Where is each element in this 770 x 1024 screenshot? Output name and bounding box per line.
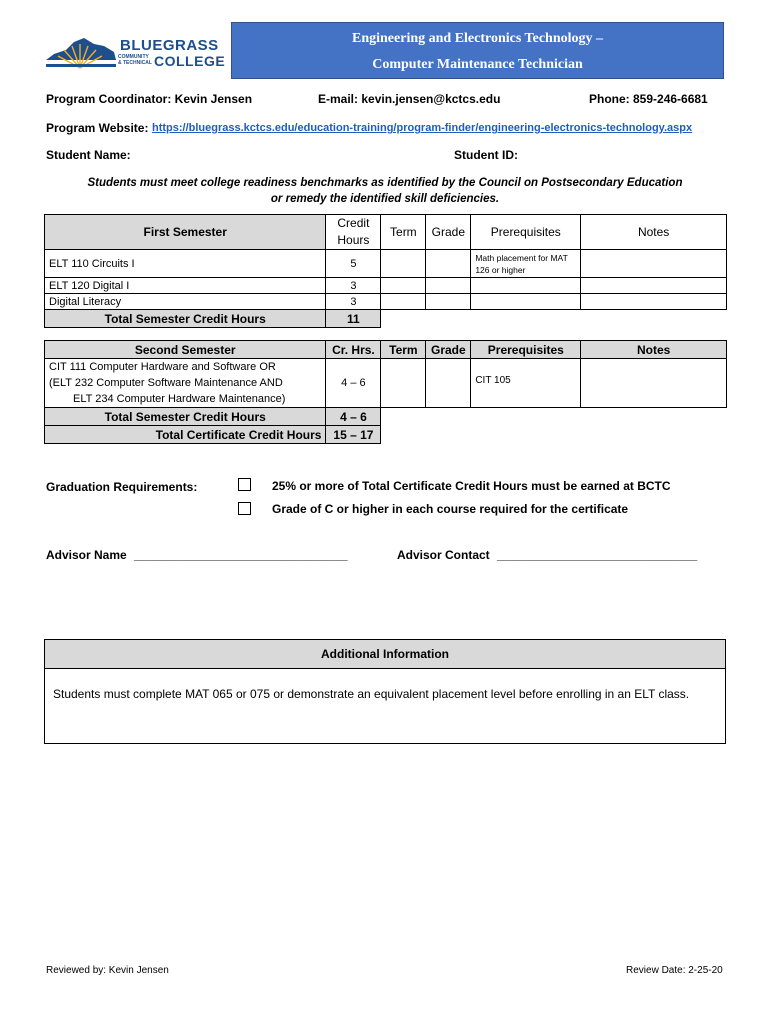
term-cell[interactable] (381, 278, 426, 294)
course-line2: (ELT 232 Computer Software Maintenance AND (49, 377, 283, 389)
grade-cell[interactable] (426, 250, 471, 278)
readiness-note (44, 175, 726, 207)
kentucky-sunburst-icon (44, 34, 120, 70)
table-row (45, 278, 727, 294)
advisor-contact-label: Advisor Contact (397, 548, 490, 562)
requirement-checkbox-1[interactable] (238, 478, 251, 491)
certificate-total-value: 15 – 17 (326, 426, 381, 444)
grade-header: Grade (426, 215, 471, 250)
grade-cell[interactable] (426, 278, 471, 294)
grade-cell[interactable] (426, 359, 471, 408)
program-title-line2: Computer Maintenance Technician (372, 57, 583, 72)
program-title-banner (231, 22, 724, 79)
coordinator-phone: Phone: 859-246-6681 (589, 92, 708, 106)
term-cell[interactable] (381, 250, 426, 278)
coordinator-email: E-mail: kevin.jensen@kctcs.edu (318, 92, 501, 106)
program-title-line1: Engineering and Electronics Technology – (352, 31, 603, 46)
course-name: ELT 110 Circuits I (45, 250, 326, 278)
grade-cell[interactable] (426, 294, 471, 310)
credit-hours-header-line1: Credit (337, 216, 370, 230)
notes-cell[interactable] (581, 250, 727, 278)
advisor-name-line[interactable]: ________________________________ (134, 548, 348, 562)
course-prerequisite: CIT 105 (471, 359, 581, 408)
semester-total-row (45, 310, 727, 328)
credit-hours-header: Cr. Hrs. (326, 341, 381, 359)
notes-header: Notes (581, 341, 727, 359)
prerequisites-header: Prerequisites (471, 215, 581, 250)
student-name-label: Student Name: (46, 148, 131, 162)
table-row (45, 250, 727, 278)
notes-cell[interactable] (581, 359, 727, 408)
second-semester-header: Second Semester (45, 341, 326, 359)
student-id-label: Student ID: (454, 148, 518, 162)
credit-hours-header-line2: Hours (337, 233, 370, 247)
term-cell[interactable] (381, 359, 426, 408)
reviewed-by: Reviewed by: Kevin Jensen (46, 965, 169, 976)
credit-hours-header (326, 215, 381, 250)
course-line3: ELT 234 Computer Hardware Maintenance) (73, 393, 286, 405)
term-header: Term (381, 341, 426, 359)
additional-information-box (44, 639, 726, 744)
graduation-requirements-label: Graduation Requirements: (46, 480, 198, 494)
grade-header: Grade (426, 341, 471, 359)
course-credits: 5 (326, 250, 381, 278)
semester-total-label: Total Semester Credit Hours (45, 310, 326, 328)
course-name (45, 359, 326, 408)
readiness-note-line1: Students must meet college readiness benchmarks as identified by the Council on Postsecondary Education (87, 177, 683, 189)
course-line1: CIT 111 Computer Hardware and Software OR (49, 361, 276, 373)
certificate-total-label: Total Certificate Credit Hours (45, 426, 326, 444)
first-semester-table (44, 214, 727, 328)
program-website-label: Program Website: (46, 121, 149, 135)
first-semester-header: First Semester (45, 215, 326, 250)
review-date: Review Date: 2-25-20 (626, 965, 723, 976)
semester-total-value: 11 (326, 310, 381, 328)
term-header: Term (381, 215, 426, 250)
semester-total-row (45, 408, 727, 426)
logo-text-bluegrass: BLUEGRASS (120, 37, 219, 54)
course-prerequisite (471, 278, 581, 294)
course-credits: 4 – 6 (326, 359, 381, 408)
requirement-text-2: Grade of C or higher in each course required for the certificate (272, 502, 629, 516)
course-credits: 3 (326, 294, 381, 310)
course-name: ELT 120 Digital I (45, 278, 326, 294)
certificate-total-row (45, 426, 727, 444)
program-website-link[interactable]: https://bluegrass.kctcs.edu/education-training/program-finder/engineering-electronics-technology.aspx (152, 122, 693, 134)
requirement-text-1: 25% or more of Total Certificate Credit Hours must be earned at BCTC (272, 479, 671, 493)
logo-text-community: COMMUNITY & TECHNICAL (118, 54, 152, 66)
program-coordinator: Program Coordinator: Kevin Jensen (46, 92, 253, 106)
requirement-checkbox-2[interactable] (238, 502, 251, 515)
additional-information-text: Students must complete MAT 065 or 075 or demonstrate an equivalent placement level before enrolling in an ELT class. (53, 687, 690, 701)
table-row (45, 359, 727, 408)
advisor-contact-line[interactable]: ______________________________ (497, 548, 698, 562)
notes-cell[interactable] (581, 294, 727, 310)
semester-total-label: Total Semester Credit Hours (45, 408, 326, 426)
notes-header: Notes (581, 215, 727, 250)
table-row (45, 294, 727, 310)
college-logo (44, 32, 226, 72)
semester-total-value: 4 – 6 (326, 408, 381, 426)
advisor-name-label: Advisor Name (46, 548, 127, 562)
table-header-row (45, 341, 727, 359)
logo-text-college: COLLEGE (154, 53, 226, 69)
second-semester-table (44, 340, 727, 444)
course-name: Digital Literacy (45, 294, 326, 310)
course-prerequisite (471, 294, 581, 310)
additional-information-title: Additional Information (45, 640, 725, 669)
prerequisites-header: Prerequisites (471, 341, 581, 359)
term-cell[interactable] (381, 294, 426, 310)
readiness-note-line2: or remedy the identified skill deficiencies. (270, 193, 500, 205)
table-header-row (45, 215, 727, 250)
notes-cell[interactable] (581, 278, 727, 294)
course-credits: 3 (326, 278, 381, 294)
course-prerequisite: Math placement for MAT 126 or higher (471, 250, 581, 278)
